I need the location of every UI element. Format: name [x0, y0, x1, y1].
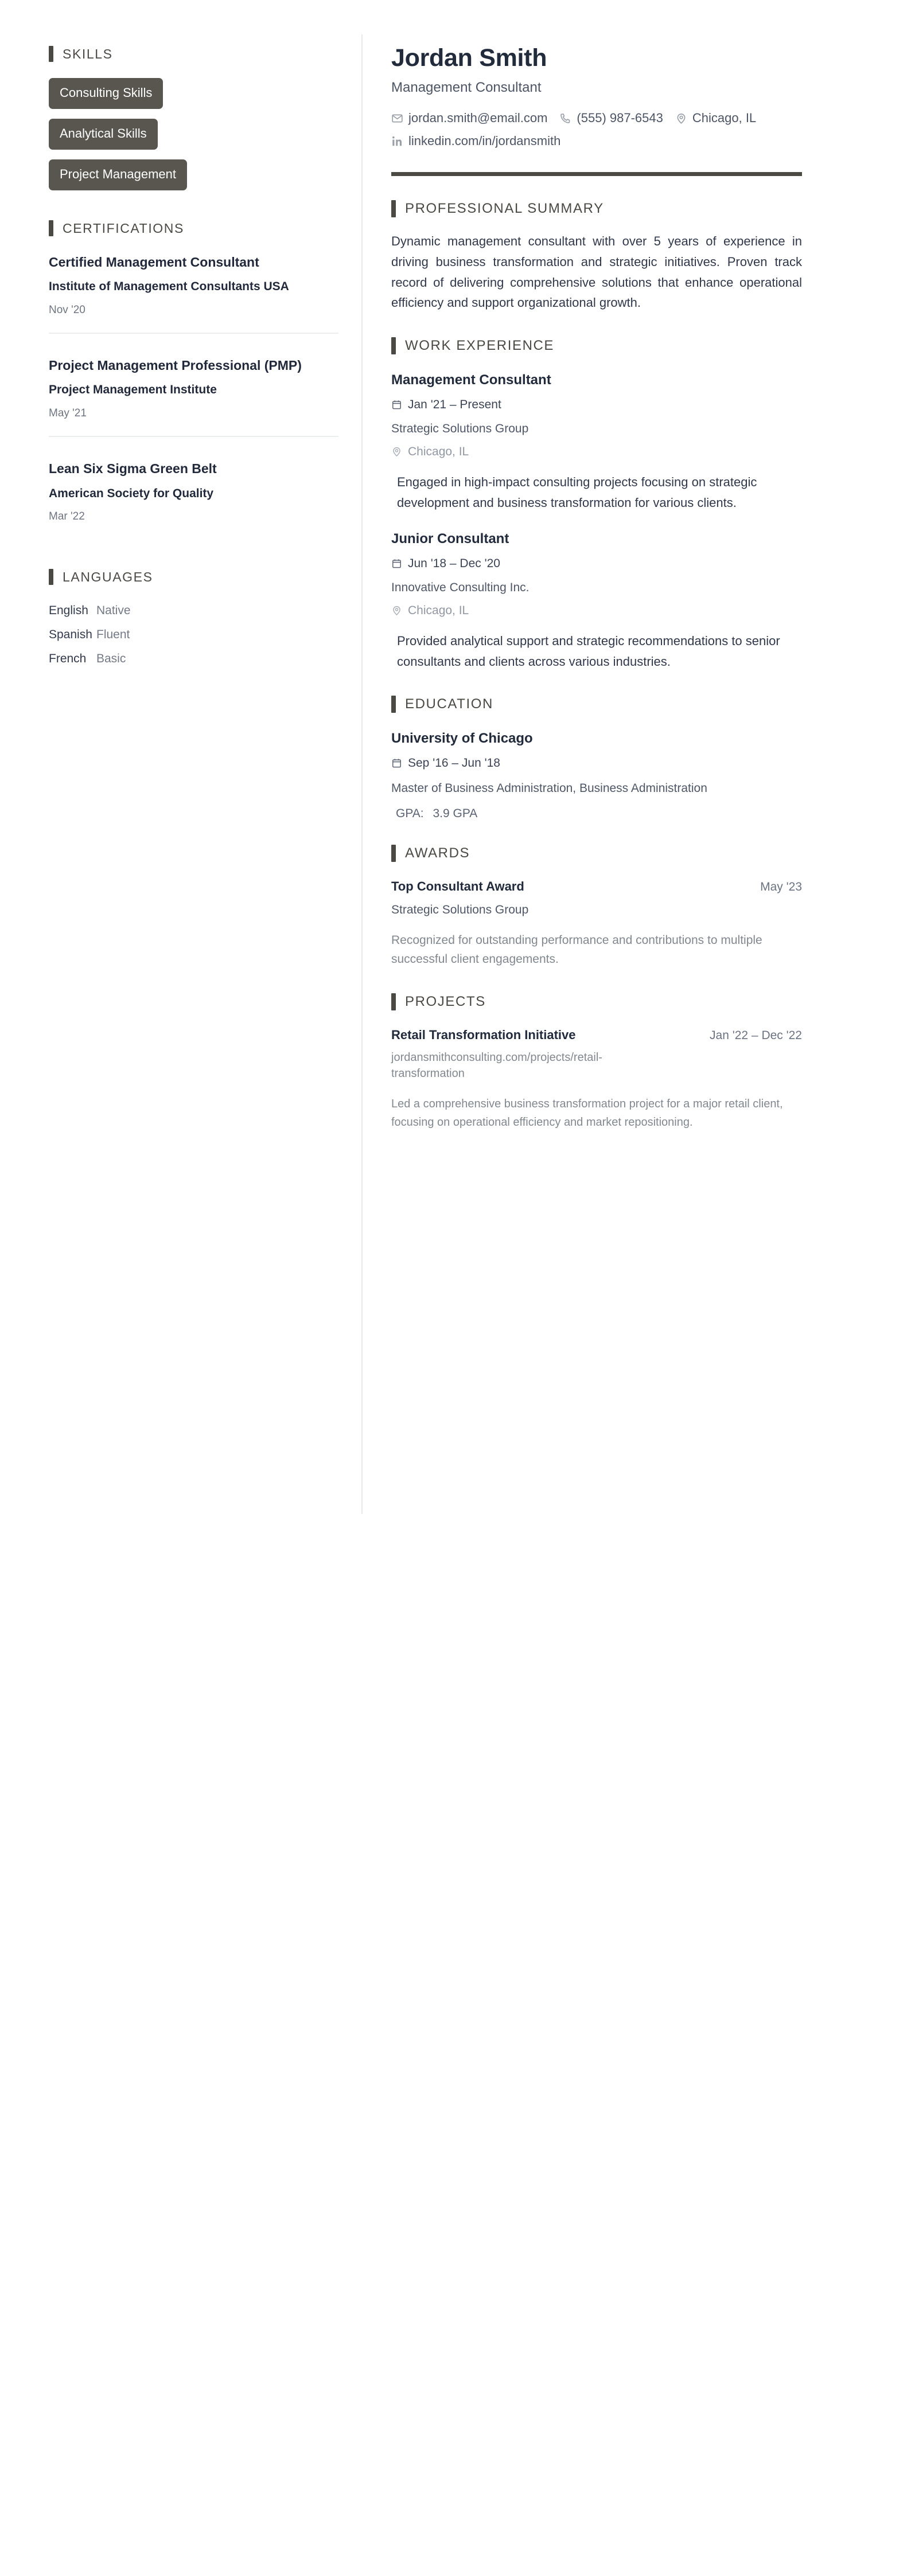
location-text: Chicago, IL [408, 445, 469, 459]
school-name: University of Chicago [391, 731, 533, 747]
education-entry [391, 730, 802, 821]
certification-issuer: Institute of Management Consultants USA [49, 280, 289, 294]
project-url[interactable]: jordansmithconsulting.com/projects/retail-transformation [391, 1051, 602, 1080]
certifications-heading [49, 220, 338, 236]
location-text: Chicago, IL [692, 111, 757, 126]
skill-pill[interactable]: Project Management [49, 159, 187, 190]
accent-bar-icon [391, 337, 396, 354]
job-role-subtitle: Management Consultant [391, 80, 542, 96]
project-entry [391, 1028, 802, 1131]
certification-issuer: Project Management Institute [49, 383, 217, 397]
contact-location [675, 111, 756, 125]
accent-bar-icon [391, 845, 396, 862]
skill-pill[interactable]: Consulting Skills [49, 78, 163, 109]
linkedin-icon [391, 135, 403, 147]
language-level: Fluent [96, 628, 130, 642]
list-item [49, 249, 338, 333]
dates-text: Jun '18 – Dec '20 [408, 556, 500, 570]
list-item [49, 333, 338, 436]
language-list [49, 599, 338, 671]
summary-heading [391, 200, 802, 217]
calendar-icon [391, 758, 402, 768]
award-name: Top Consultant Award [391, 879, 524, 893]
award-date: May '23 [760, 880, 802, 893]
language-level: Basic [96, 652, 126, 666]
skills-pill-list [49, 78, 338, 190]
certification-issuer: American Society for Quality [49, 486, 214, 500]
envelope-icon [391, 112, 403, 124]
header-divider [391, 172, 802, 176]
contact-email[interactable] [391, 111, 547, 125]
certification-date: May '21 [49, 407, 87, 420]
job-dates [391, 398, 802, 411]
job-location [391, 604, 802, 617]
education-section [391, 696, 802, 821]
project-header [391, 1028, 802, 1043]
map-pin-icon [391, 446, 402, 457]
skills-heading [49, 46, 338, 62]
certification-name: Lean Six Sigma Green Belt [49, 461, 217, 477]
award-header [391, 879, 802, 894]
certification-list [49, 249, 338, 539]
contact-info [391, 111, 802, 148]
job-description: Provided analytical support and strategic recommendations to senior consultants and clients across various industries. [397, 633, 780, 669]
dates-text: Sep '16 – Jun '18 [408, 756, 500, 770]
certifications-section [49, 220, 338, 539]
section-title: AWARDS [405, 845, 470, 861]
contact-phone[interactable] [559, 111, 663, 125]
dates-text: Jan '21 – Present [408, 397, 501, 411]
section-title: WORK EXPERIENCE [405, 337, 555, 353]
education-heading [391, 696, 802, 713]
job-description: Engaged in high-impact consulting projects focusing on strategic development and business transformation for various clients. [397, 475, 757, 510]
list-item [49, 623, 338, 647]
accent-bar-icon [49, 46, 53, 62]
awards-section [391, 845, 802, 969]
education-dates [391, 756, 802, 770]
phone-icon [559, 112, 571, 124]
location-text: Chicago, IL [408, 603, 469, 617]
job-title: Junior Consultant [391, 530, 509, 547]
languages-section [49, 569, 338, 671]
languages-heading [49, 569, 338, 585]
sidebar [0, 34, 361, 1514]
company-name: Innovative Consulting Inc. [391, 580, 530, 594]
gpa-row [396, 807, 802, 821]
accent-bar-icon [391, 993, 396, 1010]
work-entry [391, 372, 802, 513]
certification-date: Mar '22 [49, 510, 85, 523]
project-description: Led a comprehensive business transformation project for a major retail client, focusing on operational efficiency and market repositioning. [391, 1097, 783, 1129]
page-title: Jordan Smith [391, 44, 547, 72]
resume-header [391, 45, 802, 176]
certification-name: Project Management Professional (PMP) [49, 358, 302, 373]
phone-text: (555) 987-6543 [577, 111, 663, 126]
summary-text: Dynamic management consultant with over 5 years of experience in driving business transformation and strategic initiatives. Proven track record of delivering comprehensive solutions that enhance operational efficiency and support organizational growth. [391, 234, 802, 310]
accent-bar-icon [391, 696, 396, 713]
work-heading [391, 337, 802, 354]
skill-pill[interactable]: Analytical Skills [49, 119, 158, 150]
projects-section [391, 993, 802, 1131]
work-entry [391, 530, 802, 672]
calendar-icon [391, 399, 402, 410]
certification-name: Certified Management Consultant [49, 255, 259, 270]
work-experience-section [391, 337, 802, 672]
calendar-icon [391, 558, 402, 569]
job-dates [391, 557, 802, 570]
section-title: CERTIFICATIONS [63, 220, 184, 236]
gpa-label: GPA: [396, 806, 424, 820]
accent-bar-icon [49, 220, 53, 236]
professional-summary-section [391, 200, 802, 313]
map-pin-icon [675, 112, 687, 124]
contact-linkedin[interactable] [391, 134, 560, 148]
section-title: PROFESSIONAL SUMMARY [405, 201, 604, 217]
company-name: Strategic Solutions Group [391, 422, 529, 436]
gpa-value: 3.9 GPA [433, 806, 478, 820]
map-pin-icon [391, 605, 402, 616]
accent-bar-icon [49, 569, 53, 585]
certification-date: Nov '20 [49, 304, 85, 317]
award-organization: Strategic Solutions Group [391, 903, 529, 916]
language-level: Native [96, 604, 131, 618]
language-name: Spanish [49, 628, 92, 642]
list-item [49, 436, 338, 539]
section-title: LANGUAGES [63, 569, 153, 584]
award-description: Recognized for outstanding performance and contributions to multiple successful client engagements. [391, 933, 762, 966]
list-item [49, 647, 338, 671]
section-title: PROJECTS [405, 993, 486, 1009]
linkedin-text: linkedin.com/in/jordansmith [408, 134, 561, 149]
project-date: Jan '22 – Dec '22 [710, 1028, 802, 1042]
skills-section [49, 46, 338, 190]
contact-row-secondary [391, 134, 802, 148]
list-item [49, 599, 338, 623]
awards-heading [391, 845, 802, 862]
job-location [391, 445, 802, 458]
contact-row-primary [391, 111, 802, 125]
award-entry [391, 879, 802, 969]
project-name: Retail Transformation Initiative [391, 1027, 576, 1042]
degree-name: Master of Business Administration, Business Administration [391, 782, 707, 795]
language-name: English [49, 604, 88, 618]
job-title: Management Consultant [391, 372, 551, 388]
section-title: SKILLS [63, 46, 113, 61]
language-name: French [49, 652, 87, 666]
accent-bar-icon [391, 200, 396, 217]
main-content [361, 34, 911, 1514]
email-text: jordan.smith@email.com [408, 111, 548, 126]
section-title: EDUCATION [405, 696, 493, 712]
projects-heading [391, 993, 802, 1010]
